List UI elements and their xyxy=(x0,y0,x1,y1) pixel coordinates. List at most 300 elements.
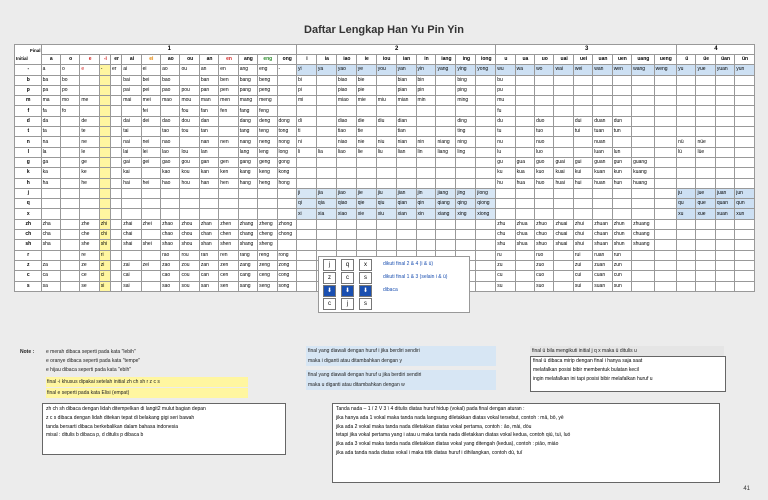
syllable-cell: gei xyxy=(141,157,160,167)
syllable-cell xyxy=(416,106,436,116)
syllable-cell: shuan xyxy=(593,240,612,250)
syllable-cell xyxy=(396,168,416,178)
syllable-cell: ping xyxy=(456,85,476,95)
page-title: Daftar Lengkap Han Yu Pin Yin xyxy=(304,24,464,36)
syllable-cell xyxy=(436,240,456,250)
syllable-cell xyxy=(632,147,654,157)
syllable-cell: zhe xyxy=(80,219,99,229)
syllable-cell: kang xyxy=(238,168,257,178)
final-header: ua xyxy=(515,55,534,65)
syllable-cell: xian xyxy=(396,209,416,219)
syllable-cell xyxy=(336,219,356,229)
syllable-cell: sui xyxy=(573,281,592,291)
legend-row xyxy=(319,272,469,286)
syllable-cell xyxy=(715,147,734,157)
syllable-cell xyxy=(141,271,160,281)
syllable-cell: zuan xyxy=(593,260,612,270)
syllable-cell: lian xyxy=(396,147,416,157)
pinyin-table xyxy=(14,44,755,292)
legend-key: j xyxy=(341,298,354,310)
syllable-cell xyxy=(316,96,336,106)
syllable-cell: du xyxy=(496,116,515,126)
syllable-cell: ge xyxy=(80,157,99,167)
syllable-cell xyxy=(677,281,696,291)
syllable-cell: gao xyxy=(161,157,180,167)
syllable-cell: lüe xyxy=(696,147,715,157)
syllable-cell xyxy=(336,230,356,240)
syllable-cell: xie xyxy=(356,209,376,219)
syllable-cell: meng xyxy=(258,96,277,106)
syllable-cell xyxy=(515,147,534,157)
syllable-cell: fo xyxy=(60,106,79,116)
syllable-cell: ao xyxy=(161,65,180,75)
syllable-cell xyxy=(554,209,573,219)
syllable-cell: nie xyxy=(356,137,376,147)
syllable-cell: yue xyxy=(696,65,715,75)
syllable-cell: ci xyxy=(99,271,110,281)
syllable-cell xyxy=(715,168,734,178)
syllable-cell: die xyxy=(356,116,376,126)
syllable-cell xyxy=(80,188,99,198)
syllable-cell xyxy=(677,260,696,270)
syllable-cell xyxy=(416,219,436,229)
initial-cell: m xyxy=(15,96,42,106)
initial-cell: zh xyxy=(15,219,42,229)
syllable-cell xyxy=(122,106,141,116)
syllable-cell: kuang xyxy=(632,168,654,178)
syllable-cell xyxy=(199,199,218,209)
syllable-cell: xiang xyxy=(436,209,456,219)
syllable-cell: ru xyxy=(496,250,515,260)
syllable-cell: shui xyxy=(573,240,592,250)
syllable-cell xyxy=(219,116,238,126)
syllable-cell xyxy=(161,209,180,219)
syllable-cell xyxy=(396,178,416,188)
syllable-cell: hui xyxy=(573,178,592,188)
syllable-cell: tan xyxy=(199,127,218,137)
syllable-cell: juan xyxy=(715,188,734,198)
syllable-cell xyxy=(60,250,79,260)
syllable-cell xyxy=(277,85,297,95)
syllable-cell xyxy=(515,106,534,116)
syllable-cell xyxy=(122,250,141,260)
syllable-cell: yi xyxy=(297,65,317,75)
syllable-cell: yu xyxy=(677,65,696,75)
syllable-cell: nin xyxy=(416,137,436,147)
syllable-cell: chai xyxy=(122,230,141,240)
corner-cell xyxy=(15,45,42,65)
syllable-cell: gan xyxy=(199,157,218,167)
syllable-cell xyxy=(219,188,238,198)
syllable-cell xyxy=(277,240,297,250)
syllable-cell: xuan xyxy=(715,209,734,219)
syllable-cell xyxy=(515,209,534,219)
syllable-cell: lin xyxy=(416,147,436,157)
syllable-cell xyxy=(735,85,754,95)
syllable-cell: neng xyxy=(258,137,277,147)
syllable-cell xyxy=(161,199,180,209)
arrow-down-icon: ⬇ xyxy=(341,285,354,297)
tone-rule: jika ada 2 vokal maka tanda nada diletakkan diatas vokal pertama, contoh : ǎo, mài, dòu xyxy=(336,423,532,430)
syllable-cell xyxy=(111,137,122,147)
syllable-cell: zhai xyxy=(122,219,141,229)
initial-cell: j xyxy=(15,188,42,198)
syllable-cell: xiu xyxy=(376,209,396,219)
syllable-cell xyxy=(161,188,180,198)
syllable-cell xyxy=(654,260,676,270)
table-row xyxy=(15,137,755,147)
syllable-cell: zha xyxy=(41,219,60,229)
syllable-cell xyxy=(297,281,317,291)
syllable-cell: tuan xyxy=(593,127,612,137)
syllable-cell xyxy=(554,96,573,106)
syllable-cell xyxy=(696,219,715,229)
syllable-cell: shu xyxy=(496,240,515,250)
tone-rule: tetapi jika vokal pertama yang i atau u maka tanda nada diletakkan diatas vokal kedua, contoh qiú, tuì, luó xyxy=(336,432,571,439)
syllable-cell: bi xyxy=(297,75,317,85)
syllable-cell: ai xyxy=(122,65,141,75)
syllable-cell: zhei xyxy=(141,219,160,229)
syllable-cell: mi xyxy=(297,96,317,106)
syllable-cell: rong xyxy=(277,250,297,260)
initial-cell: - xyxy=(15,65,42,75)
syllable-cell: ran xyxy=(199,250,218,260)
initial-cell: g xyxy=(15,157,42,167)
syllable-cell: kao xyxy=(161,168,180,178)
syllable-cell xyxy=(476,157,496,167)
syllable-cell xyxy=(696,106,715,116)
syllable-cell: gang xyxy=(238,157,257,167)
syllable-cell xyxy=(677,168,696,178)
right-note: ingin melafalkan ini tapi posisi bibir melafalkan huruf u xyxy=(533,375,653,382)
syllable-cell: chuo xyxy=(535,230,554,240)
legend-key: z xyxy=(323,272,336,284)
syllable-cell: kai xyxy=(122,168,141,178)
syllable-cell xyxy=(654,219,676,229)
syllable-cell: beng xyxy=(258,75,277,85)
syllable-cell xyxy=(696,260,715,270)
syllable-cell: yuan xyxy=(715,65,734,75)
syllable-cell xyxy=(496,188,515,198)
syllable-cell xyxy=(436,127,456,137)
note-line: e hijau dibaca seperti pada kata "ebih" xyxy=(46,367,131,373)
syllable-cell xyxy=(715,281,734,291)
syllable-cell xyxy=(416,127,436,137)
syllable-cell xyxy=(258,188,277,198)
syllable-cell xyxy=(476,250,496,260)
table-row xyxy=(15,199,755,209)
syllable-cell xyxy=(612,96,631,106)
syllable-cell xyxy=(554,199,573,209)
syllable-cell: chun xyxy=(612,230,631,240)
syllable-cell: ruan xyxy=(593,250,612,260)
syllable-cell: long xyxy=(277,147,297,157)
syllable-cell: zou xyxy=(180,260,199,270)
syllable-cell xyxy=(696,250,715,260)
syllable-cell xyxy=(593,96,612,106)
syllable-cell: zai xyxy=(122,260,141,270)
syllable-cell xyxy=(735,230,754,240)
syllable-cell xyxy=(612,75,631,85)
syllable-cell xyxy=(141,168,160,178)
syllable-cell: eng xyxy=(258,65,277,75)
syllable-cell: chang xyxy=(238,230,257,240)
syllable-cell xyxy=(654,75,676,85)
legend-box xyxy=(318,256,470,313)
syllable-cell xyxy=(654,240,676,250)
note-line: e oranye dibaca seperti pada kata "tempe" xyxy=(46,358,141,364)
syllable-cell: qin xyxy=(416,199,436,209)
syllable-cell: fan xyxy=(199,106,218,116)
syllable-cell xyxy=(99,85,110,95)
syllable-cell: zhua xyxy=(515,219,534,229)
syllable-cell: gui xyxy=(573,157,592,167)
syllable-cell: peng xyxy=(258,85,277,95)
syllable-cell: ta xyxy=(41,127,60,137)
syllable-cell: shun xyxy=(612,240,631,250)
syllable-cell: liang xyxy=(436,147,456,157)
mid-note: maka i diganti atau ditambahkan dengan y xyxy=(306,356,496,366)
syllable-cell: jun xyxy=(735,188,754,198)
syllable-cell: cong xyxy=(277,271,297,281)
syllable-cell: suan xyxy=(593,281,612,291)
syllable-cell: tao xyxy=(161,127,180,137)
syllable-cell xyxy=(654,106,676,116)
syllable-cell: sang xyxy=(238,281,257,291)
final-header: in xyxy=(416,55,436,65)
syllable-cell xyxy=(554,75,573,85)
syllable-cell xyxy=(356,240,376,250)
syllable-cell xyxy=(316,230,336,240)
syllable-cell xyxy=(476,147,496,157)
syllable-cell: qiong xyxy=(476,199,496,209)
syllable-cell: lia xyxy=(316,147,336,157)
syllable-cell xyxy=(476,137,496,147)
syllable-cell xyxy=(376,75,396,85)
syllable-cell xyxy=(632,75,654,85)
legend-row xyxy=(319,285,469,299)
syllable-cell xyxy=(316,85,336,95)
syllable-cell: wo xyxy=(535,65,554,75)
syllable-cell xyxy=(515,127,534,137)
syllable-cell xyxy=(535,106,554,116)
syllable-cell: ti xyxy=(297,127,317,137)
syllable-cell xyxy=(715,127,734,137)
syllable-cell xyxy=(715,106,734,116)
syllable-cell xyxy=(535,96,554,106)
syllable-cell: yun xyxy=(735,65,754,75)
syllable-cell: bao xyxy=(161,75,180,85)
syllable-cell xyxy=(456,178,476,188)
syllable-cell: xiong xyxy=(476,209,496,219)
syllable-cell xyxy=(654,281,676,291)
syllable-cell xyxy=(612,209,631,219)
syllable-cell: huo xyxy=(535,178,554,188)
syllable-cell xyxy=(356,178,376,188)
syllable-cell xyxy=(554,85,573,95)
syllable-cell: pi xyxy=(297,85,317,95)
syllable-cell: wang xyxy=(632,65,654,75)
legend-row xyxy=(319,298,469,312)
syllable-cell xyxy=(632,199,654,209)
final-header: uei xyxy=(573,55,592,65)
syllable-cell: ka xyxy=(41,168,60,178)
syllable-cell xyxy=(416,230,436,240)
syllable-cell xyxy=(456,219,476,229)
initial-cell: s xyxy=(15,281,42,291)
syllable-cell: liao xyxy=(336,147,356,157)
syllable-cell xyxy=(141,127,160,137)
syllable-cell xyxy=(677,116,696,126)
syllable-cell xyxy=(593,188,612,198)
syllable-cell: gong xyxy=(277,157,297,167)
initial-cell: z xyxy=(15,260,42,270)
syllable-cell xyxy=(573,209,592,219)
tone-rule: Tanda nada – 1 / 2 V 3 \ 4 ditulis diatas huruf hidup (vokal) pada final dengan aturan : xyxy=(336,406,525,412)
syllable-cell xyxy=(297,260,317,270)
syllable-cell xyxy=(111,250,122,260)
syllable-cell: te xyxy=(80,127,99,137)
syllable-cell xyxy=(696,157,715,167)
syllable-cell: shao xyxy=(161,240,180,250)
syllable-cell xyxy=(80,75,99,85)
syllable-cell: ri xyxy=(99,250,110,260)
syllable-cell: zhen xyxy=(219,219,238,229)
syllable-cell xyxy=(515,116,534,126)
syllable-cell xyxy=(436,178,456,188)
syllable-cell xyxy=(316,106,336,116)
syllable-cell: teng xyxy=(258,127,277,137)
syllable-cell xyxy=(476,219,496,229)
final-header: uo xyxy=(535,55,554,65)
syllable-cell xyxy=(515,250,534,260)
table-row xyxy=(15,209,755,219)
syllable-cell: ze xyxy=(80,260,99,270)
syllable-cell xyxy=(573,85,592,95)
syllable-cell: duan xyxy=(593,116,612,126)
syllable-cell xyxy=(476,96,496,106)
syllable-cell xyxy=(60,147,79,157)
syllable-cell: song xyxy=(277,281,297,291)
syllable-cell xyxy=(677,178,696,188)
syllable-cell: bu xyxy=(496,75,515,85)
syllable-cell: rang xyxy=(238,250,257,260)
syllable-cell xyxy=(111,157,122,167)
syllable-cell xyxy=(654,96,676,106)
syllable-cell xyxy=(535,209,554,219)
syllable-cell: min xyxy=(416,96,436,106)
u-umlaut-box xyxy=(530,356,726,392)
syllable-cell xyxy=(735,168,754,178)
syllable-cell: di xyxy=(297,116,317,126)
initial-cell: n xyxy=(15,137,42,147)
initial-cell: p xyxy=(15,85,42,95)
syllable-cell xyxy=(456,106,476,116)
syllable-cell xyxy=(654,147,676,157)
syllable-cell: kuo xyxy=(535,168,554,178)
syllable-cell: o xyxy=(60,65,79,75)
syllable-cell: pao xyxy=(161,85,180,95)
syllable-cell: cai xyxy=(122,271,141,281)
syllable-cell: ne xyxy=(80,137,99,147)
syllable-cell xyxy=(554,127,573,137)
syllable-cell xyxy=(735,157,754,167)
final-header: a xyxy=(41,55,60,65)
syllable-cell: kui xyxy=(573,168,592,178)
table-row xyxy=(15,157,755,167)
syllable-cell xyxy=(677,127,696,137)
initial-cell: l xyxy=(15,147,42,157)
final-header: üan xyxy=(715,55,734,65)
syllable-cell xyxy=(573,106,592,116)
syllable-cell: bang xyxy=(238,75,257,85)
syllable-cell xyxy=(715,240,734,250)
syllable-cell: nuo xyxy=(535,137,554,147)
syllable-cell: ni xyxy=(297,137,317,147)
syllable-cell xyxy=(416,240,436,250)
syllable-cell: chuan xyxy=(593,230,612,240)
syllable-cell xyxy=(436,106,456,116)
syllable-cell xyxy=(496,199,515,209)
syllable-cell: ma xyxy=(41,96,60,106)
syllable-cell: tong xyxy=(277,127,297,137)
syllable-cell xyxy=(111,85,122,95)
syllable-cell: dou xyxy=(180,116,199,126)
syllable-cell: leng xyxy=(258,147,277,157)
syllable-cell xyxy=(677,75,696,85)
syllable-cell xyxy=(122,188,141,198)
syllable-cell xyxy=(336,240,356,250)
syllable-cell: na xyxy=(41,137,60,147)
syllable-cell: bai xyxy=(122,75,141,85)
syllable-cell: yan xyxy=(396,65,416,75)
syllable-cell xyxy=(496,209,515,219)
initial-cell: f xyxy=(15,106,42,116)
syllable-cell: zei xyxy=(141,260,160,270)
note-line: zh ch sh dibaca dengan lidah ditempelkan di langit2 mulut bagian depan xyxy=(46,406,206,412)
syllable-cell: zhou xyxy=(180,219,199,229)
syllable-cell xyxy=(696,271,715,281)
syllable-cell: sa xyxy=(41,281,60,291)
syllable-cell: guang xyxy=(632,157,654,167)
syllable-cell xyxy=(199,188,218,198)
syllable-cell xyxy=(219,147,238,157)
syllable-cell: lun xyxy=(612,147,631,157)
syllable-cell xyxy=(111,116,122,126)
syllable-cell xyxy=(456,157,476,167)
syllable-cell: rui xyxy=(573,250,592,260)
syllable-cell xyxy=(41,250,60,260)
syllable-cell xyxy=(515,75,534,85)
syllable-cell: an xyxy=(199,65,218,75)
syllable-cell: dun xyxy=(612,116,631,126)
final-header: ou xyxy=(180,55,199,65)
syllable-cell: lou xyxy=(180,147,199,157)
final-header: üe xyxy=(696,55,715,65)
syllable-cell xyxy=(715,137,734,147)
syllable-cell xyxy=(99,178,110,188)
syllable-cell xyxy=(297,230,317,240)
syllable-cell: tu xyxy=(496,127,515,137)
syllable-cell: tuo xyxy=(535,127,554,137)
syllable-cell xyxy=(715,75,734,85)
syllable-cell xyxy=(141,250,160,260)
syllable-cell xyxy=(297,219,317,229)
final-header: ie xyxy=(356,55,376,65)
syllable-cell: cun xyxy=(612,271,631,281)
syllable-cell: ca xyxy=(41,271,60,281)
syllable-cell xyxy=(111,75,122,85)
